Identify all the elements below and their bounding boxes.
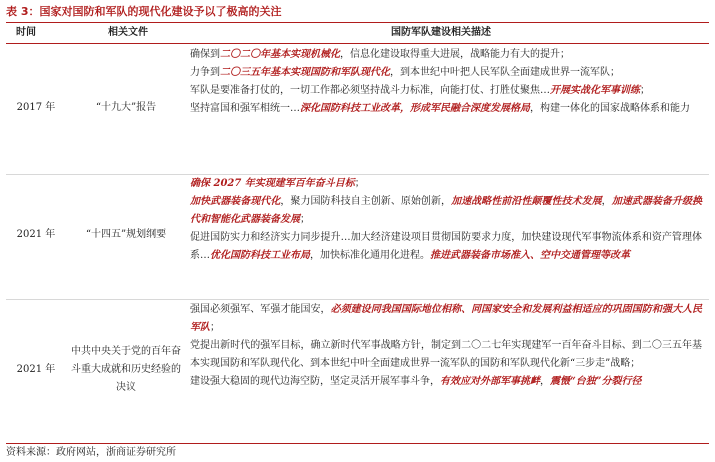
header-top-rule <box>6 22 709 23</box>
header-desc: 国防军队建设相关描述 <box>391 27 491 38</box>
emphasized-text: 加快武器装备现代化 <box>190 196 281 207</box>
plain-text: ，加快标准化通用化进程。 <box>310 250 430 261</box>
description-paragraph <box>190 175 702 193</box>
description-paragraph <box>190 193 702 229</box>
emphasized-text: 二〇三五年基本实现国防和军队现代化 <box>220 67 390 78</box>
description-paragraph <box>190 229 702 265</box>
plain-text: ； <box>300 214 310 225</box>
plain-text: 军队是要准备打仗的，一切工作都必须坚持战斗力标准，向能打仗、打胜仗聚焦… <box>190 85 550 96</box>
emphasized-text: 加速武器装备升级换代和智能化武器装备发展 <box>190 196 703 225</box>
row-3-year: 2021 年 <box>16 364 56 375</box>
header-bottom-rule <box>6 43 709 44</box>
plain-text: 建设强大稳固的现代边海空防，坚定灵活开展军事斗争， <box>190 376 440 387</box>
plain-text: ，聚力国防科技自主创新、原始创新， <box>280 196 452 207</box>
emphasized-text: 必须建设同我国国际地位相称、同国家安全和发展利益相适应的巩固国防和强大人民军队 <box>190 304 703 333</box>
description-paragraph <box>190 100 702 118</box>
description-paragraph <box>190 337 702 373</box>
emphasized-text: 有效应对外部军事挑衅 <box>440 376 540 387</box>
table-caption: 表 3：国家对国防和军队的现代化建设予以了极高的关注 <box>6 5 282 18</box>
table-bottom-rule <box>6 443 709 444</box>
plain-text: 确保到 <box>190 49 220 60</box>
plain-text: ； <box>354 178 365 189</box>
plain-text: 党提出新时代的强军目标，确立新时代军事战略方针，制定到二〇二七年实现建军一百年奋斗目标、到二〇三五年基本实现国防和军队现代化、到本世纪中叶全面建成世界一流军队的国防和军队现代化新“三步走”战略； <box>190 340 702 369</box>
description-paragraph <box>190 82 702 100</box>
row-separator <box>6 299 709 300</box>
plain-text: ，信息化建设取得重大进展，战略能力有大的提升； <box>340 49 570 60</box>
row-2-desc <box>190 175 702 265</box>
plain-text: 强国必须强军、军强才能国安， <box>190 304 331 315</box>
plain-text: ，到本世纪中叶把人民军队全面建成世界一流军队； <box>390 67 620 78</box>
emphasized-text: 优化国防科技工业布局 <box>210 250 310 261</box>
plain-text: ，构建一体化的国家战略体系和能力 <box>530 103 690 114</box>
description-paragraph <box>190 373 702 391</box>
row-3-doc: 中共中央关于党的百年奋斗重大成就和历史经验的决议 <box>71 346 181 393</box>
description-paragraph <box>190 301 702 337</box>
emphasized-text: 二〇二〇年基本实现机械化 <box>220 49 340 60</box>
emphasized-text: 确保 2027 年实现建军百年奋斗目标 <box>190 178 355 189</box>
row-1-year: 2017 年 <box>16 102 56 113</box>
emphasized-text: 加速战略性前沿性颠覆性技术发展 <box>451 196 602 207</box>
header-time: 时间 <box>16 27 36 38</box>
plain-text: 促进国防实力和经济实力同步提升…加大经济建设项目贯彻国防要求力度，加快建设现代军事物流体系和资产管理体系… <box>190 232 702 261</box>
plain-text: ； <box>640 85 650 96</box>
source-note: 资料来源：政府网站，浙商证券研究所 <box>6 447 176 458</box>
plain-text: 力争到 <box>190 67 220 78</box>
description-paragraph <box>190 64 702 82</box>
row-1-doc: “十九大”报告 <box>95 102 157 113</box>
plain-text: ； <box>210 322 220 333</box>
plain-text: 坚持富国和强军相统一… <box>190 103 300 114</box>
plain-text: ， <box>540 376 550 387</box>
emphasized-text: 深化国防科技工业改革，形成军民融合深度发展格局 <box>300 103 530 114</box>
plain-text: ， <box>601 196 612 207</box>
emphasized-text: 开展实战化军事训练 <box>550 85 640 96</box>
emphasized-text: 震慑“台独”分裂行径 <box>550 376 642 387</box>
row-2-year: 2021 年 <box>16 229 56 240</box>
header-doc: 相关文件 <box>108 27 148 38</box>
row-2-doc: “十四五”规划纲要 <box>85 229 167 240</box>
description-paragraph <box>190 46 702 64</box>
emphasized-text: 推进武器装备市场准入、空中交通管理等改革 <box>430 250 630 261</box>
table-header-row <box>6 24 709 42</box>
row-3-desc <box>190 301 702 391</box>
row-1-desc <box>190 46 702 118</box>
